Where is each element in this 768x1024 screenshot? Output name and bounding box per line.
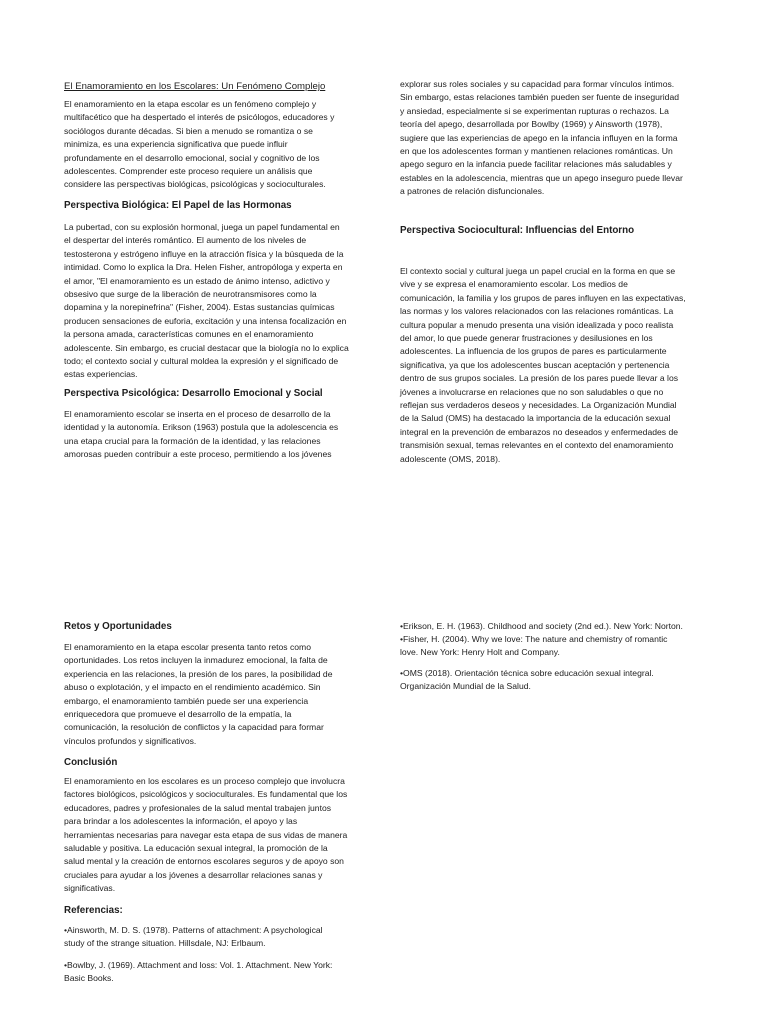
reference-bowlby — [64, 959, 374, 986]
section-body-psicologica-continued — [400, 78, 710, 199]
section-heading-conclusion: Conclusión — [64, 757, 118, 768]
section-heading-biologica: Perspectiva Biológica: El Papel de las Hormonas — [64, 200, 292, 211]
reference-ainsworth-text: •Ainsworth, M. D. S. (1978). Patterns of attachment: A psychological study of the strange situation. Hillsdale, NJ: Erlbaum. — [64, 925, 323, 949]
reference-fisher — [400, 633, 720, 660]
conclusion-text: El enamoramiento en los escolares es un proceso complejo que involucra factores biológicos, psicológicos y socioculturales. Es fundamental que los educadores, padres y profesionales de la salud mental trabajen juntos para brindar a los adolescentes la información, el apoyo y las herramientas necesarias para navegar esta etapa de sus vidas de manera saludable y positiva. La educación sexual integral, la promoción de la salud mental y la creación de entornos escolares seguros y de apoyo son cruciales para ayudar a los jóvenes a desarrollar relaciones sanas y significativas. — [64, 776, 348, 894]
section-body-conclusion — [64, 775, 374, 896]
reference-erikson — [400, 620, 720, 633]
psicologica-continued-text: explorar sus roles sociales y su capacidad para formar vínculos íntimos. Sin embargo, estas relaciones también pueden ser fuente de inseguridad y ansiedad, especialmente si se experimentan rupturas o rechazos. La teoría del apego, desarrollada por Bowlby (1969) y Ainsworth (1978), sugiere que las experiencias de apego en la infancia influyen en la forma en que los adolescentes forman y mantienen relaciones románticas. Un apego seguro en la infancia puede facilitar relaciones más saludables y estables en la adolescencia, mientras que un apego inseguro puede llevar a patrones de relación disfuncionales. — [400, 79, 683, 197]
section-body-biologica — [64, 221, 374, 382]
section-heading-retos: Retos y Oportunidades — [64, 621, 172, 632]
reference-fisher-text: •Fisher, H. (2004). Why we love: The nature and chemistry of romantic love. New York: Henry Holt and Company. — [400, 634, 668, 658]
document-title: El Enamoramiento en los Escolares: Un Fenómeno Complejo — [64, 81, 326, 92]
psicologica-text: El enamoramiento escolar se inserta en el proceso de desarrollo de la identidad y la autonomía. Erikson (1963) postula que la adolescencia es una etapa crucial para la formación de la identidad, y las relaciones amorosas pueden contribuir a este proceso, permitiendo a los jóvenes — [64, 409, 339, 460]
reference-bowlby-text: •Bowlby, J. (1969). Attachment and loss: Vol. 1. Attachment. New York: Basic Books. — [64, 960, 333, 984]
section-body-psicologica — [64, 408, 374, 462]
retos-text: El enamoramiento en la etapa escolar presenta tanto retos como oportunidades. Los retos incluyen la inmadurez emocional, la falta de experiencia en las relaciones, la presión de los pares, la posibilidad de abuso o explotación, y el impacto en el rendimiento académico. Sin embargo, el enamoramiento también puede ser una experiencia enriquecedora que promueve el desarrollo de la empatía, la comunicación, la resolución de conflictos y la capacidad para formar vínculos profundos y significativos. — [64, 642, 333, 746]
section-body-retos — [64, 641, 374, 748]
section-body-sociocultural — [400, 265, 710, 466]
sociocultural-text: El contexto social y cultural juega un papel crucial en la forma en que se vive y se expresa el enamoramiento escolar. Los medios de comunicación, la familia y los grupos de pares influyen en las expectativas, las normas y los valores relacionados con las relaciones románticas. La cultura popular a menudo presenta una visión idealizada y poco realista del amor, lo que puede generar frustraciones y desilusiones en los adolescentes. La influencia de los grupos de pares es particularmente significativa, ya que los adolescentes buscan aceptación y pertenencia dentro de sus grupos sociales. La presión de los pares puede llevar a los jóvenes a involucrarse en relaciones que no son saludables o que no reflejan sus verdaderos deseos y necesidades. La Organización Mundial de la Salud (OMS) ha destacado la importancia de la educación sexual integral en la prevención de embarazos no deseados y enfermedades de transmisión sexual, temas relevantes en el contexto del enamoramiento adolescente (OMS, 2018). — [400, 266, 686, 464]
references-heading: Referencias: — [64, 905, 123, 916]
biologica-text: La pubertad, con su explosión hormonal, juega un papel fundamental en el despertar del interés romántico. El aumento de los niveles de testosterona y estrógeno influye en la atracción física y la búsqueda de la intimidad. Como lo explica la Dra. Helen Fisher, antropóloga y experta en el amor, "El enamoramiento es un estado de ánimo intenso, adictivo y obsesivo que surge de la liberación de neurotransmisores como la dopamina y la norepinefrina" (Fisher, 2004). Estas sustancias químicas producen sensaciones de euforia, excitación y una intensa focalización en la persona amada, características comunes en el enamoramiento adolescente. Sin embargo, es crucial destacar que la biología no lo explica todo; el contexto social y cultural moldea la expresión y el significado de estas experiencias. — [64, 222, 349, 380]
reference-erikson-text: •Erikson, E. H. (1963). Childhood and society (2nd ed.). New York: Norton. — [400, 621, 683, 631]
reference-oms-text: •OMS (2018). Orientación técnica sobre educación sexual integral. Organización Mundial de la Salud. — [400, 668, 654, 692]
intro-paragraph — [64, 98, 374, 192]
section-heading-psicologica: Perspectiva Psicológica: Desarrollo Emocional y Social — [64, 388, 323, 399]
reference-oms — [400, 667, 720, 694]
reference-ainsworth — [64, 924, 374, 951]
section-heading-sociocultural: Perspectiva Sociocultural: Influencias del Entorno — [400, 225, 635, 236]
intro-text: El enamoramiento en la etapa escolar es un fenómeno complejo y multifacético que ha despertado el interés de psicólogos, educadores y sociólogos durante décadas. Si bien a menudo se romantiza o se minimiza, es una experiencia significativa que puede influir profundamente en el desarrollo emocional, social y cognitivo de los adolescentes. Comprender este proceso requiere un análisis que considere las perspectivas biológicas, psicológicas y socioculturales. — [64, 99, 335, 190]
